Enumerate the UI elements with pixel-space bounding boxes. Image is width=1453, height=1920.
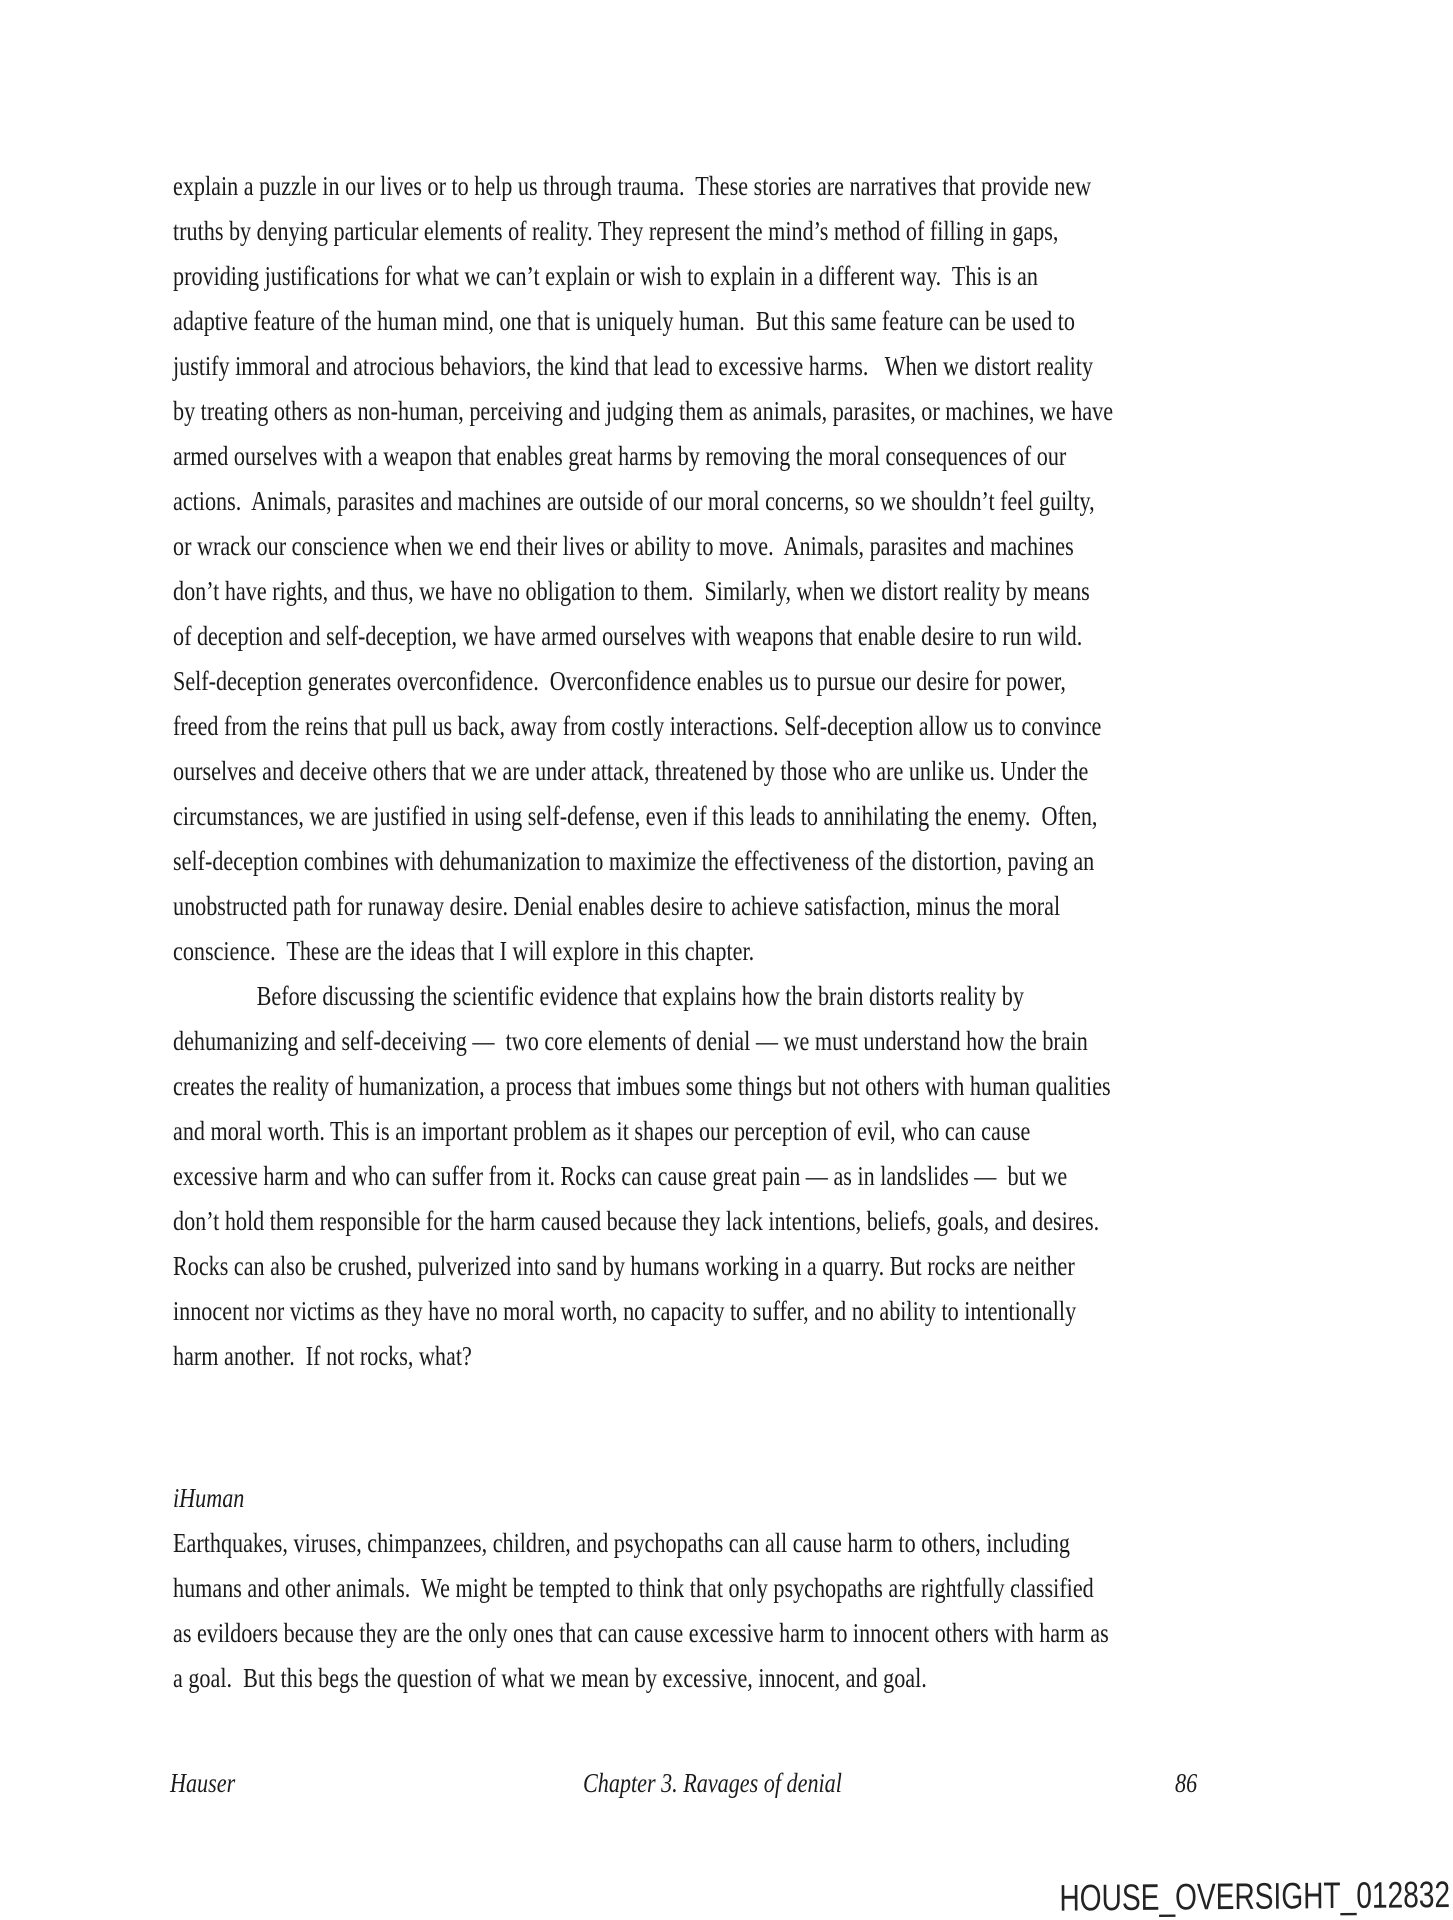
body-line: freed from the reins that pull us back, away from costly interactions. Self-deception allow us to convince bbox=[173, 711, 1102, 741]
body-line: harm another. If not rocks, what? bbox=[173, 1341, 472, 1371]
section-line: a goal. But this begs the question of what we mean by excessive, innocent, and goal. bbox=[173, 1663, 927, 1693]
body-line: or wrack our conscience when we end their lives or ability to move. Animals, parasites and machines bbox=[173, 531, 1074, 561]
footer-author: Hauser bbox=[170, 1768, 236, 1798]
body-line: justify immoral and atrocious behaviors, the kind that lead to excessive harms. When we distort reality bbox=[173, 351, 1094, 381]
ihuman-section bbox=[173, 1476, 1288, 1701]
body-line: self-deception combines with dehumanization to maximize the effectiveness of the distortion, paving an bbox=[173, 846, 1095, 876]
body-text-block bbox=[173, 164, 1288, 1379]
section-line: Earthquakes, viruses, chimpanzees, children, and psychopaths can all cause harm to others, including bbox=[173, 1528, 1071, 1558]
body-line: actions. Animals, parasites and machines are outside of our moral concerns, so we shouldn’t feel guilty, bbox=[173, 486, 1095, 516]
section-line: humans and other animals. We might be tempted to think that only psychopaths are rightfully classified bbox=[173, 1573, 1094, 1603]
body-line: circumstances, we are justified in using self-defense, even if this leads to annihilating the enemy. Often, bbox=[173, 801, 1098, 831]
body-line: ourselves and deceive others that we are under attack, threatened by those who are unlike us. Under the bbox=[173, 756, 1089, 786]
body-line: by treating others as non-human, perceiving and judging them as animals, parasites, or machines, we have bbox=[173, 396, 1114, 426]
body-line: don’t have rights, and thus, we have no obligation to them. Similarly, when we distort reality by means bbox=[173, 576, 1090, 606]
body-line: conscience. These are the ideas that I will explore in this chapter. bbox=[173, 936, 755, 966]
body-line-paragraph-start: Before discussing the scientific evidence that explains how the brain distorts reality by bbox=[256, 981, 1024, 1011]
body-line: Rocks can also be crushed, pulverized into sand by humans working in a quarry. But rocks are neither bbox=[173, 1251, 1075, 1281]
footer-page-number: 86 bbox=[1175, 1768, 1198, 1798]
body-line: dehumanizing and self-deceiving — two core elements of denial — we must understand how the brain bbox=[173, 1026, 1088, 1056]
body-line: armed ourselves with a weapon that enables great harms by removing the moral consequences of our bbox=[173, 441, 1067, 471]
body-line: don’t hold them responsible for the harm caused because they lack intentions, beliefs, goals, and desires. bbox=[173, 1206, 1100, 1236]
body-line: providing justifications for what we can’t explain or wish to explain in a different way. This is an bbox=[173, 261, 1038, 291]
footer-chapter-title: Chapter 3. Ravages of denial bbox=[583, 1768, 842, 1798]
body-line: and moral worth. This is an important problem as it shapes our perception of evil, who can cause bbox=[173, 1116, 1031, 1146]
section-heading: iHuman bbox=[173, 1483, 245, 1513]
section-line: as evildoers because they are the only ones that can cause excessive harm to innocent others with harm as bbox=[173, 1618, 1109, 1648]
bates-stamp: HOUSE_OVERSIGHT_012832 bbox=[1059, 1874, 1451, 1919]
body-line: unobstructed path for runaway desire. Denial enables desire to achieve satisfaction, minus the moral bbox=[173, 891, 1061, 921]
body-line: of deception and self-deception, we have armed ourselves with weapons that enable desire to run wild. bbox=[173, 621, 1083, 651]
body-line: truths by denying particular elements of reality. They represent the mind’s method of filling in gaps, bbox=[173, 216, 1059, 246]
body-line: explain a puzzle in our lives or to help us through trauma. These stories are narratives that provide new bbox=[173, 171, 1092, 201]
body-line: excessive harm and who can suffer from it. Rocks can cause great pain — as in landslides — but we bbox=[173, 1161, 1068, 1191]
body-line: adaptive feature of the human mind, one that is uniquely human. But this same feature can be used to bbox=[173, 306, 1075, 336]
body-line: innocent nor victims as they have no moral worth, no capacity to suffer, and no ability to intentionally bbox=[173, 1296, 1077, 1326]
body-line: Self-deception generates overconfidence. Overconfidence enables us to pursue our desire for power, bbox=[173, 666, 1066, 696]
body-line: creates the reality of humanization, a process that imbues some things but not others with human qualities bbox=[173, 1071, 1111, 1101]
